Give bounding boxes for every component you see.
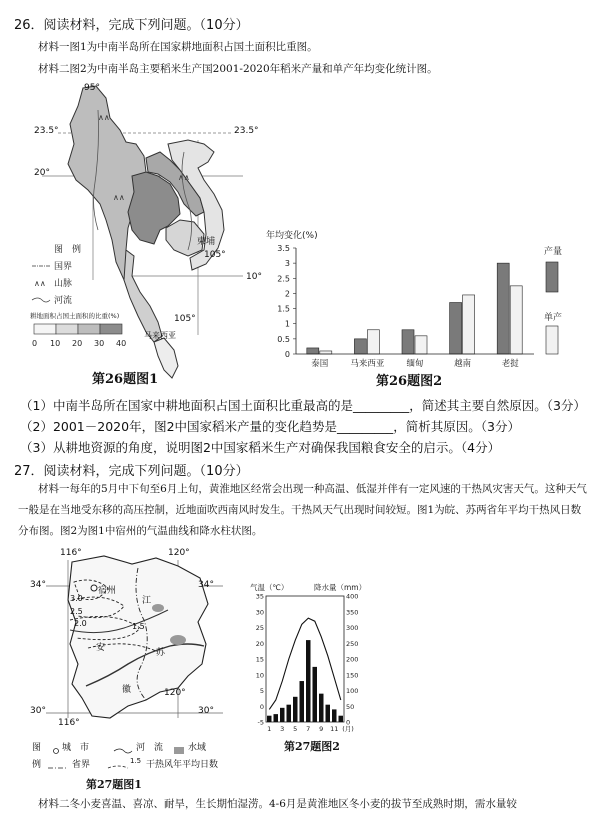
bar-production-1 [354,339,366,354]
bar-yield-2 [415,336,427,354]
q26-sub-2: （2）2001－2020年，图2中国家稻米产量的变化趋势是_________，简析其原因。（3分） [20,419,520,434]
bar-production-2 [402,330,414,354]
clim-precip-tick: 150 [346,671,359,680]
legend-tick-10: 10 [50,339,61,348]
lat-10-label: 10° [246,272,262,282]
temperature-curve [269,618,341,709]
clim-precip-tick: 400 [346,592,359,601]
lon-105b-label: 105° [174,314,196,324]
legend-iso-val-27: 1.5 [130,757,142,765]
clim-temp-tick: 15 [255,655,264,664]
bar-production-4 [497,263,509,354]
clim-month-tick: 9 [319,725,324,733]
q26-fig1-map [28,80,260,390]
clim-month-tick: 11 [330,725,339,733]
legend-title-27: 图 [32,743,42,753]
fig2-category-label: 老挝 [501,359,519,369]
precip-bar-10 [326,705,331,722]
svg-text:∧∧: ∧∧ [98,113,110,122]
clim-month-tick: 3 [280,725,285,733]
isoline-2.0-label: 2.0 [74,619,87,628]
legend-river: 河流 [54,296,73,306]
clim-precip-tick: 300 [346,624,359,632]
legend-iso-27: 干热风年平均日数 [146,760,219,770]
lon-120-label: 120° [168,548,190,558]
precip-bar-12 [339,716,344,722]
legend-river-27: 河 流 [136,743,164,753]
precip-bar-3 [280,708,285,722]
precip-bar-6 [300,681,305,722]
bar-production-0 [307,348,319,354]
legend-bar-title: 耕地面积占国土面积的比重(%) [30,312,120,320]
clim-temp-tick: 10 [255,671,264,680]
clim-plot-frame [266,596,344,722]
precip-bar-11 [332,709,337,722]
precip-bar-5 [293,697,298,722]
lat-23-right-label: 23.5° [234,126,259,136]
fig2-ytick-label: 1 [284,319,290,329]
clim-precip-tick: 100 [346,687,359,695]
q26-title: 26．阅读材料，完成下列问题。（10分） [14,18,249,33]
isoline-1.5-label: 1.5 [132,622,145,631]
clim-precip-tick: 350 [346,608,359,617]
legend-water-27: 水域 [188,743,207,753]
bar-production-3 [450,303,462,354]
legend-city-27: 城 市 [62,743,90,753]
clim-temp-tick: 5 [259,687,264,695]
province-jiang-label: 江 [142,596,152,606]
province-an-label: 安 [96,643,106,653]
precip-bar-9 [319,694,324,722]
bar-yield-4 [510,286,522,354]
peninsula-region [124,250,162,342]
fig2-ylabel: 年均变化(%) [266,231,318,241]
svg-text:∧∧: ∧∧ [113,193,125,202]
clim-month-tick: 5 [293,725,298,733]
q27-title: 27．阅读材料，完成下列问题。（10分） [14,464,249,479]
fig2-legend-yield-swatch [546,326,558,354]
q27-fig2-caption: 第27题图2 [284,740,340,753]
lat-34-label: 34° [30,580,46,590]
legend-tick-40: 40 [116,339,127,348]
bar-yield-0 [320,351,332,354]
clim-temp-tick: 0 [259,702,264,711]
fig2-legend-prod-swatch [546,262,558,292]
q26-material-1: 材料一图1为中南半岛所在国家耕地面积占国土面积比重图。 [38,41,318,53]
svg-text:∧∧: ∧∧ [34,279,46,288]
legend-city-dot [54,749,59,754]
lon-120b-label: 120° [164,688,186,698]
fig2-ytick-label: 3.5 [277,244,290,253]
lat-30r-label: 30° [198,706,214,716]
malaysia-label: 马来西亚 [144,331,176,340]
q27-fig2-climate-chart [248,582,368,738]
fig2-category-label: 缅甸 [406,359,424,369]
isoline-2.5-label: 2.5 [70,607,83,616]
clim-temp-tick: 25 [255,624,264,632]
legend-tick-20: 20 [72,339,83,348]
q26-fig2-caption: 第26题图2 [376,374,443,389]
clim-temp-tick: -5 [257,718,264,727]
clim-precip-tick: 50 [346,702,355,711]
bar-yield-3 [463,295,475,354]
clim-temp-tick: 30 [255,608,264,617]
legend-border-27: 省界 [72,760,91,770]
clim-temp-label: 气温（℃） [250,583,289,592]
lat-30-label: 30° [30,706,46,716]
legend-border: 国界 [54,262,73,272]
city-suzhou-label: 宿州 [98,586,117,596]
fig2-legend-prod-label: 产量 [544,247,563,257]
fig2-ytick-label: 2 [284,289,290,299]
clim-precip-tick: 250 [346,639,359,648]
precip-bar-1 [267,716,272,722]
lon-116b-label: 116° [58,718,80,728]
fig2-ytick-label: 3 [284,259,290,269]
legend-mountain: 山脉 [54,279,73,289]
svg-text:∧∧: ∧∧ [178,173,190,182]
fig2-ytick-label: 0.5 [277,334,290,344]
fig2-ytick-label: 1.5 [277,304,290,314]
fig2-category-label: 泰国 [311,359,329,369]
legend-tick-30: 30 [94,339,105,348]
lon-116-label: 116° [60,548,82,558]
clim-month-tick: 7 [306,725,311,733]
suzhou-city-dot [91,585,97,591]
lat-34r-label: 34° [198,580,214,590]
clim-precip-label: 降水量（mm） [314,583,367,592]
lon-105-label: 105° [204,250,226,260]
fig2-category-label: 马来西亚 [350,359,385,369]
lake-shape [170,635,186,645]
precip-bar-2 [274,714,279,722]
q26-fig1-caption: 第26题图1 [92,372,159,387]
province-hui-label: 徽 [122,685,132,695]
q27-material-2: 材料二冬小麦喜温、喜凉、耐旱，生长期怕湿涝。4-6月是黄淮地区冬小麦的拔节至成熟时期，需水量较 [38,798,517,810]
fig2-category-label: 越南 [454,359,472,369]
bar-yield-1 [367,330,379,354]
precip-bar-7 [306,640,311,722]
clim-month-tick: 1 [267,725,272,733]
precip-bar-8 [313,667,318,722]
lat-23-left-label: 23.5° [34,126,59,136]
fig2-ytick-label: 2.5 [277,274,290,284]
lon-95-label: 95° [84,83,100,93]
cambodia-label: 柬埔 [197,237,216,247]
q26-sub-3: （3）从耕地资源的角度，说明图2中国家稻米生产对确保我国粮食安全的启示。（4分） [20,440,501,455]
isoline-3.0-label: 3.0 [70,594,83,603]
lat-20-label: 20° [34,168,50,178]
clim-precip-tick: 200 [346,655,359,664]
lake-shape [152,604,164,612]
clim-temp-tick: 35 [255,592,264,601]
clim-precip-tick: 0 [346,718,351,727]
q26-sub-1: （1）中南半岛所在国家中耕地面积占国土面积比重最高的是_________，简述其主要自然原因。（3分） [20,398,586,413]
precip-bar-4 [287,705,292,722]
fig2-legend-yield-label: 单产 [544,313,563,323]
fig2-ytick-label: 0 [284,350,290,359]
q27-material-1: 材料一每年的5月中下旬至6月上旬，黄淮地区经常会出现一种高温、低湿并伴有一定风速的干热风灾害天气。这种天气一般是在当地受东移的高压控制，近地面吹西南风时发生。干热风天气出现时间较短。图1为皖、苏两省年平均干热风日数分布图。图2为图1中宿州的气温曲线和降水柱状图。 [18,483,587,537]
q26-material-2: 材料二图2为中南半岛主要稻米生产国2001-2020年稻米产量和单产年均变化统计图。 [38,63,438,75]
legend-tick-0: 0 [32,339,38,348]
q26-fig2-chart [262,228,592,388]
province-su-label: 苏 [156,648,166,658]
clim-temp-tick: 20 [255,639,264,648]
q27-fig1-caption: 第27题图1 [86,778,142,791]
legend-title-27b: 例 [32,760,42,770]
clim-month-tick: (月) [342,725,354,733]
legend-title: 图 例 [54,245,82,255]
